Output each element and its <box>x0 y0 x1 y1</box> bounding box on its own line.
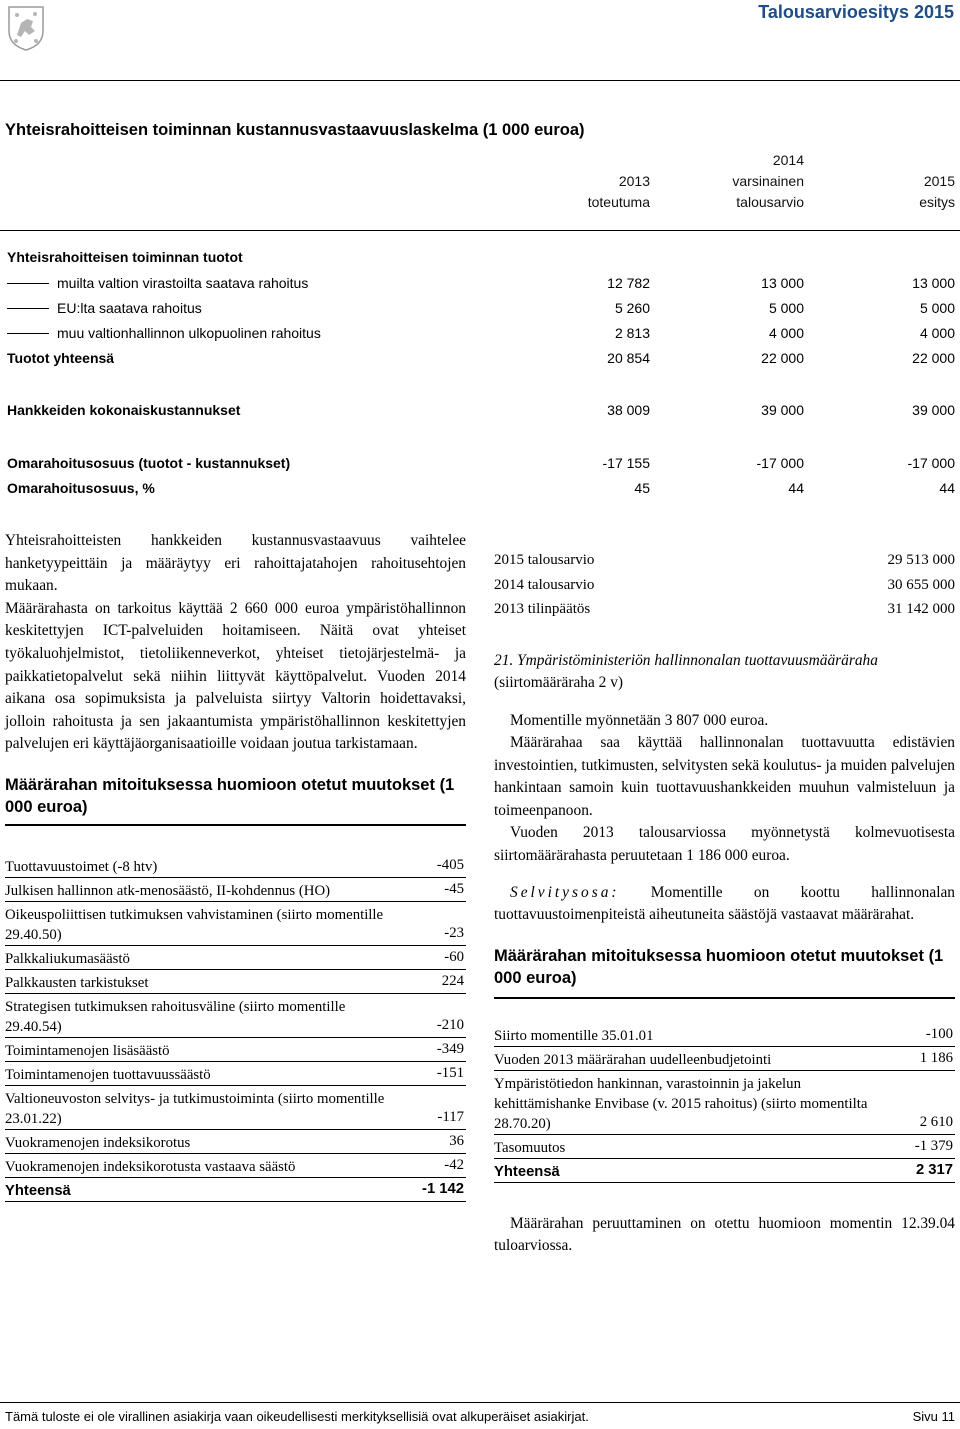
table-row: Tasomuutos -1 379 <box>494 1135 955 1159</box>
table-row-total-costs: Hankkeiden kokonaiskustannukset 38 009 39 000 39 000 <box>7 402 955 418</box>
paragraph-allocation: Momentille myönnetään 3 807 000 euroa. <box>510 711 769 729</box>
table-row: Oikeuspoliittisen tutkimuksen vahvistaminen (siirto momentille 29.40.50) -23 <box>5 902 466 946</box>
paragraph-cancellation: Vuoden 2013 talousarviossa myönnetystä kolmevuotisesta siirtomäärärahasta peruutetaan 1 186 000 euroa. <box>494 824 955 865</box>
paragraph-closing: Määrärahan peruuttaminen on otettu huomioon momentin 12.39.04 tuloarviossa. <box>494 1214 955 1255</box>
table-row: Toimintamenojen tuottavuussäästö -151 <box>5 1062 466 1086</box>
table-row: Valtioneuvoston selvitys- ja tutkimustoiminta (siirto momentille 23.01.22) -117 <box>5 1086 466 1130</box>
table-row: Palkkausten tarkistukset 224 <box>5 970 466 994</box>
table-row: Siirto momentille 35.01.01 -100 <box>494 1023 955 1047</box>
table-row-self-financing-percent: Omarahoitusosuus, % 45 44 44 <box>7 480 955 496</box>
right-changes-heading: Määrärahan mitoituksessa huomioon otetut muutokset (1 000 euroa) <box>494 946 944 987</box>
table-row-total: Yhteensä 2 317 <box>494 1159 955 1183</box>
budget-summary <box>494 548 955 622</box>
footer-disclaimer: Tämä tuloste ei ole virallinen asiakirja vaan oikeudellisesti merkityksellisiä ovat alkuperäiset asiakirjat. <box>5 1409 589 1424</box>
list-item: 2013 tilinpäätös 31 142 000 <box>494 601 955 617</box>
table-header-divider <box>0 230 960 231</box>
cost-table-title: Yhteisrahoitteisen toiminnan kustannusvastaavuuslaskelma (1 000 euroa) <box>5 121 585 139</box>
page-number: Sivu 11 <box>912 1409 955 1424</box>
left-column <box>5 530 466 1202</box>
right-changes-table <box>494 1023 955 1183</box>
item-title: 21. Ympäristöministeriön hallinnonalan tuottavuusmääräraha (siirtomääräraha 2 v) <box>494 651 878 691</box>
right-column <box>494 548 955 1258</box>
table-row: EU:lta saatava rahoitus 5 260 5 000 5 000 <box>0 298 960 318</box>
table-row: Vuokramenojen indeksikorotusta vastaava säästö -42 <box>5 1154 466 1178</box>
list-item: 2015 talousarvio 29 513 000 <box>494 552 955 568</box>
table-row-self-financing: Omarahoitusosuus (tuotot - kustannukset) -17 155 -17 000 -17 000 <box>7 455 955 471</box>
table-row: Toimintamenojen lisäsäästö -349 <box>5 1038 466 1062</box>
table-row: Vuokramenojen indeksikorotus 36 <box>5 1130 466 1154</box>
paragraph-cost-coverage: Yhteisrahoitteisten hankkeiden kustannusvastaavuus vaihtelee hanketyypeittäin ja määräytyy eri rahoittajatahojen rahoitusehtojen mukaan. <box>5 532 466 595</box>
header-divider <box>0 80 960 81</box>
table-row: Strategisen tutkimuksen rahoitusväline (siirto momentille 29.40.54) -210 <box>5 994 466 1038</box>
list-item: 2014 talousarvio 30 655 000 <box>494 576 955 593</box>
left-changes-heading: Määrärahan mitoituksessa huomioon otetut muutokset (1 000 euroa) <box>5 775 455 816</box>
column-header-2014: 2014 varsinainen talousarvio <box>732 152 804 210</box>
coat-of-arms-icon <box>7 5 45 51</box>
left-changes-table <box>5 854 466 1202</box>
table-row: Ympäristötiedon hankinnan, varastoinnin ja jakelun kehittämishanke Envibase (v. 2015 rahoitus) (siirto momentilta 28.70.20) 2 610 <box>494 1071 955 1135</box>
table-row: Tuottavuustoimet (-8 htv) -405 <box>5 854 466 878</box>
table-row: Palkkaliukumasäästö -60 <box>5 946 466 970</box>
table-row: muilta valtion virastoilta saatava rahoitus 12 782 13 000 13 000 <box>0 273 960 293</box>
table-row: Vuoden 2013 määrärahan uudelleenbudjetointi 1 186 <box>494 1047 955 1071</box>
footer-divider <box>0 1402 960 1403</box>
document-header-title: Talousarvioesitys 2015 <box>758 2 954 22</box>
paragraph-usage: Määrärahaa saa käyttää hallinnonalan tuottavuutta edistävien investointien, tutkimusten, selvitysten sekä koulutus- ja muiden palvelujen hankintaan samoin kuin tuottavuushankkeiden muuhun valmisteluun ja toimeenpanoon. <box>494 734 955 819</box>
column-header-2013: 2013 toteutuma <box>587 173 650 210</box>
paragraph-selvitysosa: Selvitysosa: Momentille on koottu hallinnonalan tuottavuustoimenpiteistä aiheutuneita säästöjä vastaavat määrärahat. <box>494 883 955 924</box>
table-row-total: Yhteensä -1 142 <box>5 1178 466 1202</box>
table-row: muu valtionhallinnon ulkopuolinen rahoitus 2 813 4 000 4 000 <box>0 323 960 343</box>
paragraph-ict-services: Määrärahasta on tarkoitus käyttää 2 660 000 euroa ympäristöhallinnon keskitettyjen ICT-palveluiden hoitamiseen. Näitä ovat yhteiset työkaluohjelmistot, tietoliikenneverkot, yhteiset tietojärjestelmä- ja paikkatietopalvelut sekä niihin liittyvät käyttöpalvelut. Vuoden 2014 aikana osa sopimuksista ja palveluista siirtyy Valtorin hoidettavaksi, jolloin rahoitusta ja sen jakaantumista ympäristöhallinnon keskitettyjen palvelujen eri käyttäjäorganisaatioille voidaan joutua tarkistamaan. <box>5 599 466 753</box>
table-section-label: Yhteisrahoitteisen toiminnan tuotot <box>7 249 243 265</box>
column-header-2015: 2015 esitys <box>919 173 955 210</box>
table-row-total-income: Tuotot yhteensä 20 854 22 000 22 000 <box>7 350 955 366</box>
table-row: Julkisen hallinnon atk-menosäästö, II-kohdennus (HO) -45 <box>5 878 466 902</box>
